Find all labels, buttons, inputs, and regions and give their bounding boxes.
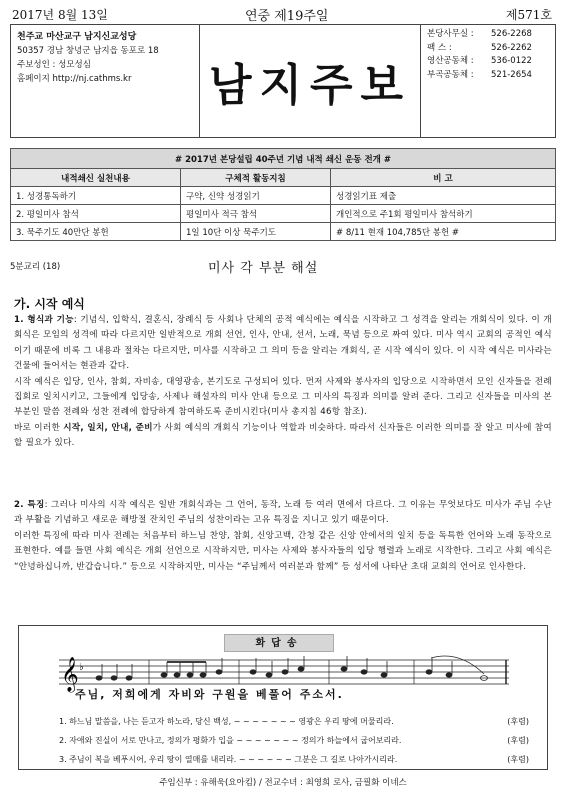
- psalm-verses: [59, 712, 529, 769]
- parish-info: [11, 25, 199, 137]
- table-header-row: [11, 169, 556, 187]
- contact-list: [421, 25, 557, 137]
- liturgical-week: 연중 제19주일: [245, 9, 329, 24]
- paragraph: 이러한 특징에 따라 미사 전례는 처음부터 하느님 찬양, 참회, 신앙고백, 간청 같은 신앙 안에서의 일치 등을 독특한 언어와 노래 동작으로 표현한다. 예를 들면 사회 예식은 개회 선언으로 시작하지만, 미사는 사제와 봉사자들의 입당 행렬과 노래로 시작한다. 그리고 사회 예식은 “안녕하십니까, 반갑습니다.” 등으로 시작하지만, 미사는 “주님께서 여러분과 함께” 등 성서에 나타난 초대 교회의 언어로 인사한다.: [14, 530, 552, 572]
- masthead: [10, 24, 556, 138]
- patron-saint: 주보성인 : 성모성심: [17, 60, 91, 70]
- table-banner-row: [11, 149, 556, 169]
- section-title: 가. 시작 예식: [14, 297, 85, 311]
- footer-credits: 주임신부 : 유해욱(요아킴) / 전교수녀 : 최영희 로사, 금필화 이네스: [159, 778, 407, 788]
- contact-row: 부곡공동체 : 521-2654: [427, 69, 532, 80]
- table-row: 3. 묵주기도 40만단 봉헌 1일 10단 이상 묵주기도 # 8/11 현재 104,785단 봉헌 #: [11, 223, 556, 241]
- psalm-refrain: 주님, 저희에게 자비와 구원을 베풀어 주소서.: [75, 688, 344, 701]
- issue-number: 제571호: [505, 8, 552, 22]
- responsorial-psalm-box: [18, 625, 548, 770]
- article-body-part1: [14, 313, 552, 452]
- contact-row: 영산공동체 : 536-0122: [427, 56, 532, 66]
- bulletin-logo: 남지주보: [199, 25, 421, 137]
- contact-row: 본당사무실 : 526-2268: [427, 29, 532, 39]
- treble-clef-icon: 𝄞: [61, 657, 79, 692]
- column-header: 비 고: [331, 169, 556, 187]
- issue-date: 2017년 8월 13일: [12, 8, 108, 22]
- psalm-title: 화답송: [224, 634, 334, 652]
- renewal-program-table: [10, 148, 556, 241]
- paragraph: 2. 특징: 그러나 미사의 시작 예식은 일반 개회식과는 그 언어, 동작, 노래 등 여러 면에서 다르다. 그 이유는 무엇보다도 미사가 주님 수난과 부활을 기념하고 새로운 해방절 잔치인 주님의 성찬이라는 고유 특징을 지니고 있기 때문이다.: [14, 500, 552, 526]
- table-banner: # 2017년 본당설립 40주년 기념 내적 쇄신 운동 전개 #: [11, 149, 556, 169]
- paragraph: 바로 이러한 시작, 일치, 안내, 준비가 사회 예식의 개회식 기능이나 역할과 비슷하다. 따라서 신자들은 이러한 의미를 잘 알고 미사에 참여할 필요가 있다.: [14, 422, 552, 449]
- paragraph: 1. 형식과 기능: 기념식, 입학식, 결혼식, 장례식 등 사회나 단체의 공적 예식에는 예식을 시작하고 그 성격을 알리는 개회식이 있다. 이 개회식은 모임의 성격에 따라 다르지만 일반적으로 개회 선언, 인사, 안내, 선서, 노래, 묵념 등으로 짜여 있다. 미사 역시 교회의 공적인 예식이기 때문에 비록 그 내용과 절차는 다르지만, 미사를 시작하고 그 의미 등을 알리는 개회식, 곧 시작 예식이 있다. 이 시작 예식은 미사라는 건물에 들어서는 현관과 같다.: [14, 315, 552, 372]
- column-header: 구체적 활동지침: [181, 169, 331, 187]
- article-label: 5분교리 (18): [10, 262, 61, 272]
- verse-line: 2. 자애와 진실이 서로 만나고, 정의가 평화가 입을 ~ ~ ~ ~ ~ ~ ~ 정의가 하늘에서 굽어보리라. (후렴): [59, 736, 529, 745]
- contact-row: 팩 스 : 526-2262: [427, 42, 532, 53]
- verse-line: 1. 하느님 말씀을, 나는 듣고자 하노라, 당신 백성, ~ ~ ~ ~ ~ ~ ~ 영광은 우리 땅에 머물리라. (후렴): [59, 717, 529, 726]
- article-body-part2: [14, 498, 552, 575]
- homepage-link[interactable]: 홈페이지 http://nj.cathms.kr: [17, 74, 132, 84]
- article-title: 미사 각 부분 해설: [208, 261, 319, 276]
- table-row: 2. 평일미사 참석 평일미사 적극 참석 개인적으로 주1회 평일미사 참석하기: [11, 205, 556, 223]
- table-row: 1. 성경통독하기 구약, 신약 성경읽기 성경읽기표 제출: [11, 187, 556, 205]
- column-header: 내적쇄신 실천내용: [11, 169, 181, 187]
- parish-address: 50357 경남 창녕군 남지읍 동포로 18: [17, 46, 159, 56]
- flat-sign-icon: ♭: [79, 662, 84, 673]
- verse-line: 3. 주님이 복을 베푸시어, 우리 땅이 열매를 내리라. ~ ~ ~ ~ ~ ~ 그분은 그 길로 나아가시리라. (후렴): [59, 755, 529, 764]
- parish-name: 천주교 마산교구 남지신교성당: [17, 32, 137, 42]
- paragraph: 시작 예식은 입당, 인사, 참회, 자비송, 대영광송, 본기도로 구성되어 있다. 먼저 사제와 봉사자의 입당으로 시작하면서 모인 신자들을 전례 집회로 일치시키고, 그들에게 입당송, 사제나 해설자의 미사 안내 등으로 그 미사의 특징과 의미를 알려 준다. 그리고 신자들을 미사의 본 부분인 말씀 전례와 성찬 전례에 합당하게 참여하도록 준비시킨다(미사 총지침 46항 참조).: [14, 376, 552, 418]
